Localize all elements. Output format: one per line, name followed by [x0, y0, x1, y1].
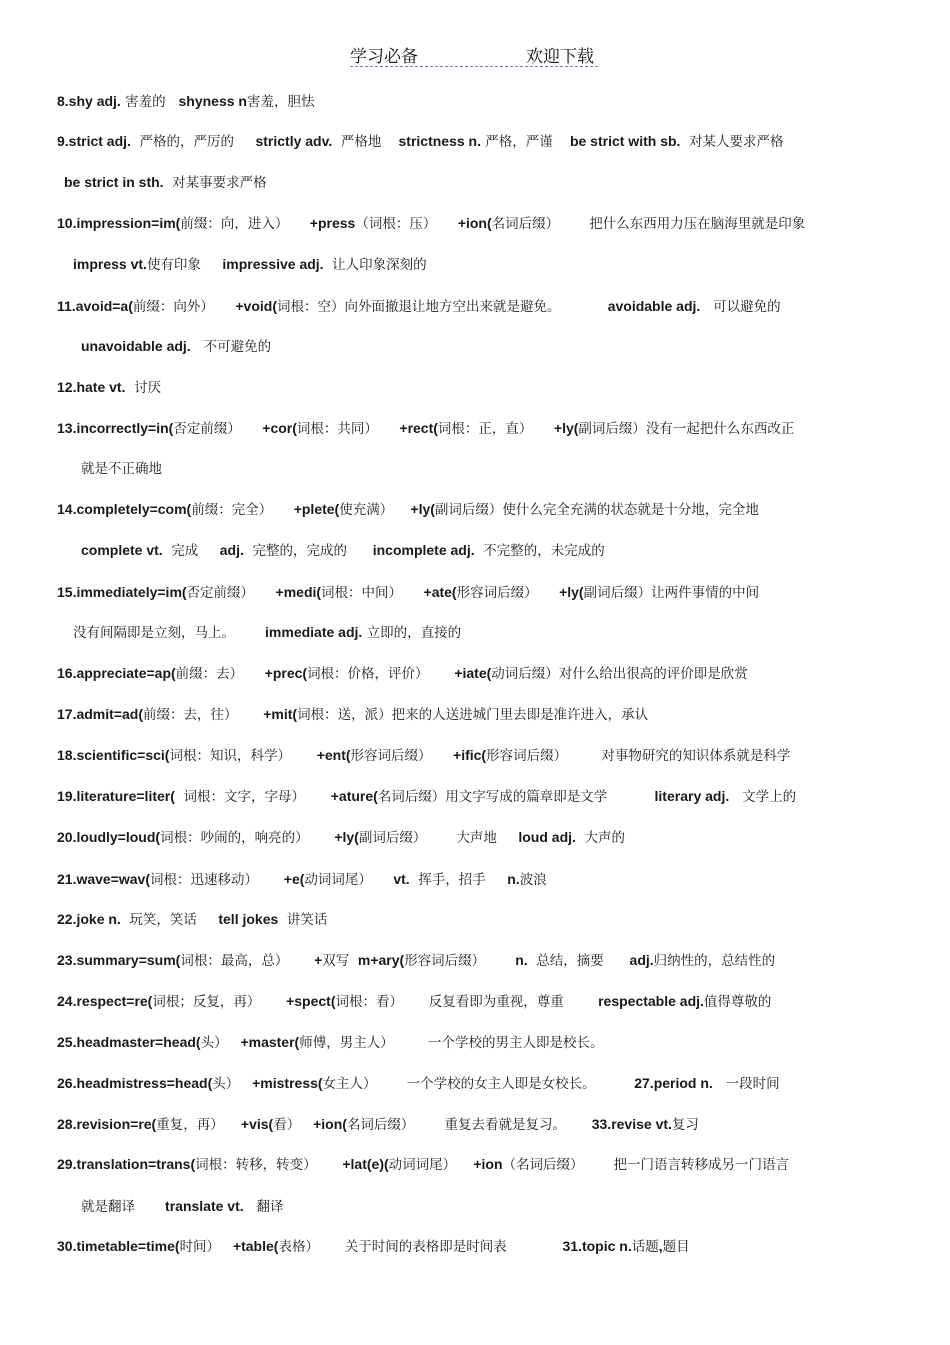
vocab-line: 12.hate vt. 讨厌 — [57, 379, 162, 396]
header-right-text: 欢迎下载 — [526, 47, 594, 67]
vocab-line: 29.translation=trans(词根：转移，转变） +lat(e)(动词词尾） +ion（名词后缀） 把一门语言转移成另一门语言 — [57, 1156, 790, 1173]
vocab-line: 20.loudly=loud(词根：吵闹的，响亮的） +ly(副词后缀） 大声地 loud adj. 大声的 — [57, 829, 625, 846]
vocab-line: complete vt. 完成 adj. 完整的，完成的 incomplete adj. 不完整的，未完成的 — [81, 542, 605, 559]
vocab-line: 15.immediately=im(否定前缀） +medi(词根：中间） +ate(形容词后缀） +ly(副词后缀）让两件事情的中间 — [57, 584, 760, 601]
vocab-line: 17.admit=ad(前缀：去，往） +mit(词根：送，派）把来的人送进城门里去即是准许进入，承认 — [57, 706, 649, 723]
vocab-line: 8.shy adj. 害羞的 shyness n害羞，胆怯 — [57, 93, 315, 110]
header-left-text: 学习必备 — [350, 47, 418, 67]
vocab-line: 13.incorrectly=in(否定前缀） +cor(词根：共同） +rect(词根：正，直） +ly(副词后缀）没有一起把什么东西改正 — [57, 420, 795, 437]
vocab-line: 28.revision=re(重复，再） +vis(看） +ion(名词后缀） 重复去看就是复习。 33.revise vt.复习 — [57, 1116, 699, 1133]
vocab-line: 18.scientific=sci(词根：知识，科学） +ent(形容词后缀） +ific(形容词后缀） 对事物研究的知识体系就是科学 — [57, 747, 791, 764]
vocab-line: 24.respect=re(词根；反复，再） +spect(词根：看） 反复看即为重视，尊重 respectable adj.值得尊敬的 — [57, 993, 772, 1010]
vocab-line: 14.completely=com(前缀：完全） +plete(使充满） +ly(副词后缀）使什么完全充满的状态就是十分地，完全地 — [57, 501, 759, 518]
page-header — [350, 40, 598, 67]
vocab-line: 16.appreciate=ap(前缀：去） +prec(词根：价格，评价） +iate(动词后缀）对什么给出很高的评价即是欣赏 — [57, 665, 748, 682]
vocab-line: 21.wave=wav(词根：迅速移动） +e(动词词尾） vt. 挥手，招手 n.波浪 — [57, 871, 547, 888]
vocab-line: 11.avoid=a(前缀：向外） +void(词根：空）向外面撤退让地方空出来就是避免。 avoidable adj. 可以避免的 — [57, 298, 781, 315]
vocab-line: 没有间隔即是立刻，马上。 immediate adj. 立即的，直接的 — [73, 624, 462, 641]
vocab-line: 25.headmaster=head(头） +master(师傅，男主人） 一个学校的男主人即是校长。 — [57, 1034, 604, 1051]
vocab-line: 23.summary=sum(词根：最高，总） +双写 m+ary(形容词后缀） n. 总结，摘要 adj.归纳性的，总结性的 — [57, 952, 776, 969]
vocab-line: 9.strict adj. 严格的，严厉的 strictly adv. 严格地 strictness n. 严格，严谨 be strict with sb. 对某人要求严格 — [57, 133, 784, 150]
vocab-line: unavoidable adj. 不可避免的 — [81, 338, 272, 355]
vocab-line: 30.timetable=time(时间） +table(表格） 关于时间的表格即是时间表 31.topic n.话题,题目 — [57, 1238, 690, 1255]
vocab-line: 19.literature=liter( 词根：文字，字母） +ature(名词后缀）用文字写成的篇章即是文学 literary adj. 文学上的 — [57, 788, 797, 805]
vocab-line: be strict in sth. 对某事要求严格 — [64, 174, 267, 191]
vocab-line: 26.headmistress=head(头） +mistress(女主人） 一个学校的女主人即是女校长。 27.period n. 一段时间 — [57, 1075, 780, 1092]
vocab-line: 就是翻译 translate vt. 翻译 — [81, 1198, 284, 1215]
vocab-line: 就是不正确地 — [81, 461, 162, 477]
vocab-line: impress vt.使有印象 impressive adj. 让人印象深刻的 — [73, 256, 427, 273]
vocab-line: 10.impression=im(前缀：向，进入） +press（词根：压） +ion(名词后缀） 把什么东西用力压在脑海里就是印象 — [57, 215, 806, 232]
vocab-line: 22.joke n. 玩笑，笑话 tell jokes 讲笑话 — [57, 911, 328, 928]
